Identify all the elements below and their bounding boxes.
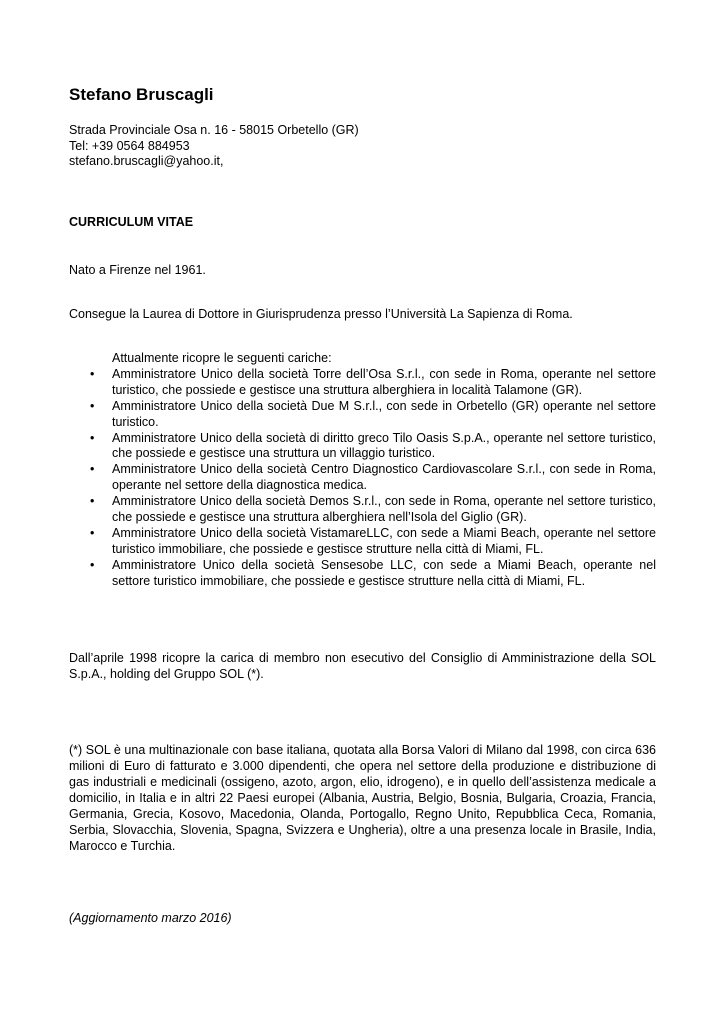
email-line: stefano.bruscagli@yahoo.it, [69,154,224,168]
list-item [69,462,656,494]
footnote-paragraph: (*) SOL è una multinazionale con base italiana, quotata alla Borsa Valori di Milano dal 1998, con circa 636 milioni di Euro di fatturato e 3.000 dipendenti, che opera nel settore della produzione e distribuzione di gas industriali e medicinali (ossigeno, azoto, argon, elio, idrogeno), e in quello dell’assistenza medicale a domicilio, in Italia e in altri 22 Paesi europei (Albania, Austria, Belgio, Bosnia, Bulgaria, Croazia, Francia, Germania, Grecia, Kosovo, Macedonia, Olanda, Portogallo, Regno Unito, Repubblica Ceca, Romania, Serbia, Slovacchia, Slovenia, Spagna, Svizzera e Ungheria), oltre a una presenza locale in Brasile, India, Marocco e Turchia. [69,743,656,853]
person-name: Stefano Bruscagli [69,85,214,104]
role-text: Amministratore Unico della società Torre dell’Osa S.r.l., con sede in Roma, operante nel settore turistico, che possiede e gestisce una struttura alberghiera in località Talamone (GR). [112,366,656,397]
address-line: Strada Provinciale Osa n. 16 - 58015 Orbetello (GR) [69,123,359,137]
bullet-icon: • [90,398,95,413]
document-page [69,0,656,1024]
list-item [69,367,656,399]
roles-list [69,367,656,590]
cv-title: CURRICULUM VITAE [69,215,194,229]
role-text: Amministratore Unico della società di diritto greco Tilo Oasis S.p.A., operante nel settore turistico, che possiede e gestisce una struttura un villaggio turistico. [112,430,656,461]
degree-paragraph: Consegue la Laurea di Dottore in Giurisprudenza presso l’Università La Sapienza di Roma. [69,307,573,321]
birth-paragraph: Nato a Firenze nel 1961. [69,263,206,277]
list-item [69,558,656,590]
contact-block [69,123,359,170]
role-text: Amministratore Unico della società Demos S.r.l., con sede in Roma, operante nel settore turistico, che possiede e gestisce una struttura alberghiera nell’Isola del Giglio (GR). [112,494,656,525]
role-text: Amministratore Unico della società Sensesobe LLC, con sede a Miami Beach, operante nel settore turistico immobiliare, che possiede e gestisce strutture nella città di Miami, FL. [112,557,656,588]
roles-intro: Attualmente ricopre le seguenti cariche: [112,351,332,365]
list-item [69,431,656,463]
update-note: (Aggiornamento marzo 2016) [69,911,232,925]
role-text: Amministratore Unico della società Centro Diagnostico Cardiovascolare S.r.l., con sede in Roma, operante nel settore della diagnostica medica. [112,462,656,493]
role-text: Amministratore Unico della società Due M S.r.l., con sede in Orbetello (GR) operante nel settore turistico. [112,398,656,429]
roles-section [69,351,656,590]
board-paragraph: Dall’aprile 1998 ricopre la carica di membro non esecutivo del Consiglio di Amministrazione della SOL S.p.A., holding del Gruppo SOL (*). [69,651,656,681]
bullet-icon: • [90,430,95,445]
list-item [69,399,656,431]
role-text: Amministratore Unico della società VistamareLLC, con sede a Miami Beach, operante nel settore turistico immobiliare, che possiede e gestisce strutture nella città di Miami, FL. [112,525,656,556]
bullet-icon: • [90,494,95,509]
bullet-icon: • [90,525,95,540]
bullet-icon: • [90,557,95,572]
phone-line: Tel: +39 0564 884953 [69,138,190,153]
bullet-icon: • [90,462,95,477]
list-item [69,526,656,558]
list-item [69,494,656,526]
bullet-icon: • [90,366,95,381]
